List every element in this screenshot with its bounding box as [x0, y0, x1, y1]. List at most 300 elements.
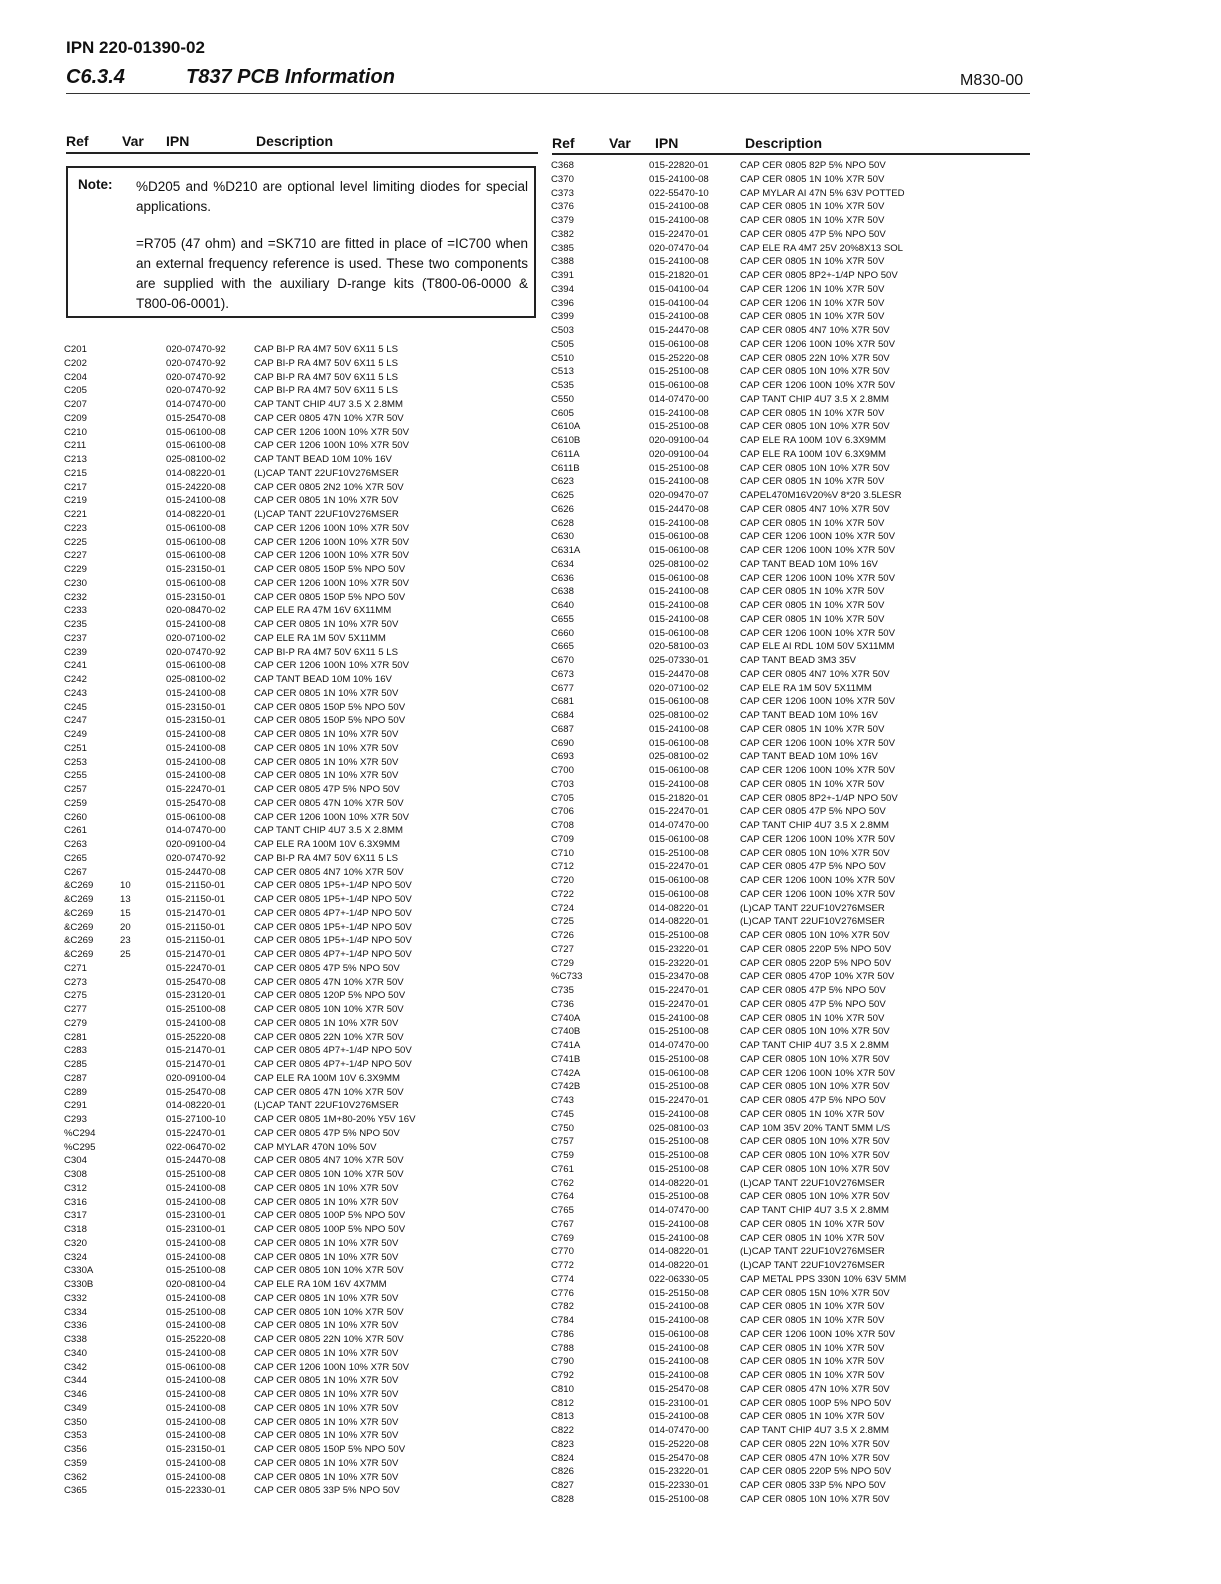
table-row	[64, 1278, 534, 1292]
part-ipn: 015-21470-01	[166, 1059, 226, 1070]
part-ref: C611B	[551, 462, 580, 474]
part-ref: C725	[551, 916, 574, 928]
part-ipn: 015-24100-08	[649, 1370, 709, 1381]
table-row	[551, 1108, 971, 1122]
table-row	[64, 1388, 534, 1402]
table-row	[64, 467, 534, 481]
table-row	[64, 907, 534, 921]
part-ref: C610A	[551, 421, 581, 433]
part-description: CAP BI-P RA 4M7 50V 6X11 5 LS	[254, 646, 398, 658]
part-ref: C260	[64, 811, 87, 823]
part-ipn: 015-22330-01	[166, 1485, 226, 1497]
table-row	[551, 1383, 971, 1397]
table-row	[551, 379, 971, 393]
part-ipn: 015-24470-08	[166, 1155, 226, 1167]
part-ipn: 015-24100-08	[649, 407, 709, 419]
table-row	[551, 627, 971, 641]
part-ipn: 014-07470-00	[649, 820, 709, 831]
table-row	[64, 1361, 534, 1375]
part-description: CAP CER 0805 1N 10% X7R 50V	[740, 1315, 885, 1326]
part-description: CAP CER 1206 100N 10% X7R 50V	[740, 338, 896, 350]
part-description: CAP CER 0805 47P 5% NPO 50V	[740, 228, 886, 240]
part-description: CAP CER 0805 8P2+-1/4P NPO 50V	[740, 270, 898, 281]
part-ipn: 025-08100-02	[166, 454, 226, 465]
part-ref: &C269	[64, 880, 94, 892]
part-ref: C823	[551, 1438, 574, 1450]
table-row	[551, 269, 971, 283]
part-ref: %C733	[551, 971, 583, 983]
part-description: CAP CER 1206 1N 10% X7R 50V	[740, 297, 885, 309]
note-box	[66, 166, 536, 318]
part-ipn: 015-24100-08	[649, 723, 709, 735]
part-description: CAP ELE RA 100M 10V 6.3X9MM	[254, 839, 400, 850]
part-description: CAP TANT CHIP 4U7 3.5 X 2.8MM	[254, 825, 403, 837]
part-description: CAP CER 0805 1N 10% X7R 50V	[254, 1457, 399, 1469]
part-ipn: 015-22330-01	[649, 1480, 709, 1491]
part-description: CAP CER 0805 150P 5% NPO 50V	[254, 564, 406, 575]
table-row	[551, 1300, 971, 1314]
part-ipn: 015-25100-08	[649, 1026, 709, 1038]
part-ipn: 015-24100-08	[649, 476, 709, 488]
page-title: T837 PCB Information	[186, 66, 395, 88]
part-description: CAP CER 0805 150P 5% NPO 50V	[254, 715, 406, 727]
part-description: CAP CER 0805 47P 5% NPO 50V	[254, 1127, 400, 1139]
table-row	[64, 1003, 534, 1017]
table-row	[64, 687, 534, 701]
part-ipn: 020-07100-02	[166, 632, 226, 644]
part-ipn: 015-24100-08	[649, 215, 709, 226]
part-variant: 13	[120, 894, 131, 905]
table-row	[64, 632, 534, 646]
part-variant: 25	[120, 949, 131, 960]
part-description: CAP CER 0805 1N 10% X7R 50V	[740, 215, 885, 226]
part-ref: C388	[551, 256, 574, 268]
part-description: CAP CER 1206 100N 10% X7R 50V	[254, 577, 410, 589]
part-description: CAP CER 0805 47P 5% NPO 50V	[740, 998, 886, 1010]
table-row	[551, 544, 971, 558]
part-description: (L)CAP TANT 22UF10V276MSER	[254, 467, 399, 479]
table-row	[551, 668, 971, 682]
table-row	[551, 805, 971, 819]
part-ref: &C269	[64, 921, 94, 933]
part-description: (L)CAP TANT 22UF10V276MSER	[740, 1177, 885, 1189]
part-ipn: 015-22470-01	[166, 962, 226, 974]
part-description: CAP CER 0805 1N 10% X7R 50V	[740, 600, 885, 611]
part-ref: C277	[64, 1004, 87, 1015]
part-ipn: 015-25100-08	[649, 366, 709, 378]
part-description: CAP CER 0805 1N 10% X7R 50V	[254, 1375, 399, 1387]
col-description-header: Description	[256, 133, 334, 149]
part-ref: C215	[64, 467, 87, 479]
part-ipn: 015-24100-08	[649, 586, 709, 598]
part-description: CAPEL470M16V20%V 8*20 3.5LESR	[740, 490, 902, 501]
part-ref: C824	[551, 1452, 574, 1464]
part-ref: C350	[64, 1416, 87, 1428]
part-ipn: 025-08100-02	[649, 558, 709, 570]
table-row	[64, 893, 534, 907]
part-ref: C391	[551, 270, 574, 281]
part-description: CAP CER 0805 1N 10% X7R 50V	[254, 1471, 399, 1483]
part-description: CAP CER 1206 100N 10% X7R 50V	[254, 536, 410, 548]
note-label: Note:	[78, 177, 113, 192]
part-ref: C828	[551, 1493, 574, 1505]
part-ipn: 015-06100-08	[166, 660, 226, 672]
part-ipn: 015-24100-08	[166, 1292, 226, 1304]
table-row	[551, 503, 971, 517]
table-row	[64, 879, 534, 893]
table-row	[64, 618, 534, 632]
table-row	[551, 1232, 971, 1246]
table-row	[551, 723, 971, 737]
part-ipn: 015-24100-08	[649, 173, 709, 185]
table-row	[551, 338, 971, 352]
table-row	[551, 1190, 971, 1204]
part-description: CAP CER 0805 47N 10% X7R 50V	[254, 412, 404, 424]
part-ref: C687	[551, 723, 574, 735]
part-ipn: 015-22470-01	[649, 985, 709, 996]
part-ref: C827	[551, 1480, 574, 1491]
part-ipn: 015-25470-08	[649, 1452, 709, 1464]
part-description: CAP CER 0805 1N 10% X7R 50V	[740, 311, 885, 323]
table-row	[551, 475, 971, 489]
part-ipn: 014-08220-01	[649, 902, 709, 914]
part-ref: C625	[551, 490, 574, 501]
part-ref: C346	[64, 1389, 87, 1400]
part-ipn: 015-25100-08	[649, 1191, 709, 1203]
part-ipn: 014-07470-00	[649, 1040, 709, 1051]
part-ipn: 020-07470-92	[166, 371, 226, 383]
table-row	[64, 1141, 534, 1155]
header-rule	[66, 93, 1030, 94]
part-ipn: 015-24100-08	[649, 1232, 709, 1244]
part-ipn: 015-23220-01	[649, 957, 709, 969]
part-description: CAP TANT BEAD 3M3 35V	[740, 655, 857, 666]
part-description: CAP CER 0805 1N 10% X7R 50V	[740, 1411, 885, 1423]
part-description: CAP CER 1206 100N 10% X7R 50V	[254, 426, 410, 438]
part-description: CAP CER 0805 1N 10% X7R 50V	[740, 1370, 885, 1381]
table-row	[64, 962, 534, 976]
part-description: CAP CER 0805 47P 5% NPO 50V	[254, 784, 400, 795]
table-row	[551, 902, 971, 916]
part-variant: 10	[120, 880, 131, 892]
part-ipn: 015-25100-08	[649, 1163, 709, 1175]
part-description: CAP CER 0805 47P 5% NPO 50V	[740, 806, 886, 818]
part-ipn: 015-06100-08	[649, 380, 709, 391]
part-description: CAP CER 0805 1N 10% X7R 50V	[254, 1182, 399, 1194]
table-row	[64, 604, 534, 618]
table-row	[551, 709, 971, 723]
table-row	[551, 847, 971, 861]
part-ref: C267	[64, 866, 87, 878]
part-ref: C338	[64, 1334, 87, 1345]
part-ipn: 015-24100-08	[166, 1471, 226, 1483]
table-row	[64, 563, 534, 577]
part-ref: C720	[551, 875, 574, 886]
table-row	[551, 654, 971, 668]
table-row	[64, 1127, 534, 1141]
part-description: CAP CER 0805 150P 5% NPO 50V	[254, 1444, 406, 1455]
part-description: CAP TANT CHIP 4U7 3.5 X 2.8MM	[740, 820, 889, 831]
part-ipn: 015-24100-08	[166, 1251, 226, 1263]
part-ipn: 025-08100-02	[649, 751, 709, 763]
part-description: CAP CER 0805 1P5+-1/4P NPO 50V	[254, 894, 412, 905]
part-description: CAP CER 0805 1N 10% X7R 50V	[740, 517, 885, 529]
part-description: CAP CER 0805 33P 5% NPO 50V	[254, 1485, 400, 1497]
col-var-header: Var	[122, 133, 144, 149]
part-ipn: 015-25150-08	[649, 1287, 709, 1299]
col-ref-header: Ref	[552, 135, 575, 151]
part-ref: C786	[551, 1328, 574, 1340]
part-ref: C205	[64, 385, 87, 397]
table-row	[64, 1113, 534, 1127]
part-description: CAP CER 1206 100N 10% X7R 50V	[254, 522, 410, 534]
part-ref: C770	[551, 1246, 574, 1258]
part-description: CAP ELE RA 100M 10V 6.3X9MM	[740, 448, 886, 460]
table-row	[64, 659, 534, 673]
part-ref: C740A	[551, 1012, 581, 1024]
table-row	[64, 769, 534, 783]
part-description: CAP CER 0805 1P5+-1/4P NPO 50V	[254, 880, 412, 892]
part-ipn: 015-24100-08	[166, 1402, 226, 1414]
part-description: CAP TANT BEAD 10M 10% 16V	[740, 751, 878, 763]
part-description: (L)CAP TANT 22UF10V276MSER	[740, 1246, 885, 1258]
table-row	[551, 778, 971, 792]
part-description: CAP CER 0805 1N 10% X7R 50V	[740, 1356, 885, 1368]
part-ipn: 015-25470-08	[649, 1383, 709, 1395]
part-ipn: 015-23100-01	[166, 1224, 226, 1235]
part-ipn: 015-24100-08	[166, 742, 226, 754]
part-ipn: 015-06100-08	[649, 737, 709, 749]
table-row	[64, 1223, 534, 1237]
part-ref: C735	[551, 985, 574, 996]
part-description: CAP CER 0805 47N 10% X7R 50V	[254, 797, 404, 809]
part-description: CAP ELE RA 100M 10V 6.3X9MM	[254, 1072, 400, 1084]
part-ipn: 014-08220-01	[649, 1260, 709, 1271]
table-row	[64, 852, 534, 866]
table-row	[64, 1443, 534, 1457]
table-row	[551, 530, 971, 544]
part-ref: C342	[64, 1361, 87, 1373]
part-ipn: 015-25470-08	[166, 976, 226, 988]
table-row	[551, 1135, 971, 1149]
part-ref: C365	[64, 1485, 87, 1497]
table-row	[64, 536, 534, 550]
part-ipn: 014-07470-00	[649, 1425, 709, 1436]
part-description: CAP CER 1206 100N 10% X7R 50V	[740, 1328, 896, 1340]
col-description-header: Description	[745, 135, 823, 151]
part-ref: C204	[64, 371, 87, 383]
part-ref: C356	[64, 1444, 87, 1455]
table-row	[64, 1196, 534, 1210]
part-ipn: 015-21820-01	[649, 792, 709, 804]
table-row	[64, 783, 534, 797]
table-row	[551, 984, 971, 998]
part-description: CAP BI-P RA 4M7 50V 6X11 5 LS	[254, 357, 398, 369]
table-row	[551, 1259, 971, 1273]
part-ref: C217	[64, 481, 87, 493]
part-ref: C340	[64, 1347, 87, 1359]
part-ipn: 015-25100-08	[166, 1265, 226, 1277]
table-row	[64, 1416, 534, 1430]
part-ipn: 015-23100-01	[649, 1397, 709, 1409]
part-ref: C349	[64, 1402, 87, 1414]
part-ipn: 015-22470-01	[649, 806, 709, 818]
part-ipn: 015-06100-08	[166, 811, 226, 823]
part-description: CAP CER 0805 1N 10% X7R 50V	[740, 173, 885, 185]
table-row	[64, 797, 534, 811]
part-ipn: 015-06100-08	[649, 696, 709, 708]
table-row	[551, 1328, 971, 1342]
part-ref: C709	[551, 833, 574, 845]
part-description: CAP CER 0805 1N 10% X7R 50V	[254, 687, 399, 699]
table-row	[551, 297, 971, 311]
part-ipn: 025-08100-02	[649, 710, 709, 721]
document-code: M830-00	[960, 72, 1024, 89]
part-description: CAP CER 0805 4N7 10% X7R 50V	[740, 503, 890, 515]
part-description: CAP CER 0805 1N 10% X7R 50V	[254, 1251, 399, 1263]
part-ipn: 015-23150-01	[166, 701, 226, 713]
part-ref: C275	[64, 990, 87, 1002]
part-ref: C317	[64, 1210, 87, 1222]
part-ref: C318	[64, 1224, 87, 1235]
part-description: CAP CER 0805 10N 10% X7R 50V	[740, 847, 890, 859]
part-ipn: 015-24100-08	[649, 1108, 709, 1120]
part-ipn: 015-06100-08	[166, 522, 226, 534]
part-ipn: 015-25100-08	[649, 462, 709, 474]
part-ref: C210	[64, 426, 87, 438]
part-ref: C750	[551, 1122, 574, 1134]
part-description: CAP CER 0805 10N 10% X7R 50V	[740, 462, 890, 474]
table-row	[551, 970, 971, 984]
table-row	[64, 343, 534, 357]
part-ipn: 015-25100-08	[166, 1169, 226, 1180]
table-row	[64, 522, 534, 536]
part-ref: C826	[551, 1466, 574, 1478]
table-row	[551, 1438, 971, 1452]
part-ref: C705	[551, 792, 574, 804]
part-ipn: 015-24100-08	[649, 517, 709, 529]
part-ref: C359	[64, 1457, 87, 1469]
part-ipn: 015-24100-08	[166, 729, 226, 740]
part-ipn: 015-21150-01	[166, 880, 226, 892]
part-ipn: 015-23220-01	[649, 943, 709, 955]
part-ipn: 015-24100-08	[649, 1411, 709, 1423]
right-header-rule	[552, 153, 1030, 155]
part-description: CAP CER 0805 1N 10% X7R 50V	[740, 613, 885, 625]
part-description: CAP TANT CHIP 4U7 3.5 X 2.8MM	[740, 393, 889, 405]
part-ref: C631A	[551, 545, 581, 556]
part-ipn: 015-24100-08	[649, 1315, 709, 1326]
part-description: CAP CER 1206 100N 10% X7R 50V	[740, 1067, 896, 1079]
table-row	[64, 1264, 534, 1278]
table-row	[64, 1154, 534, 1168]
table-row	[551, 489, 971, 503]
part-description: CAP CER 0805 47N 10% X7R 50V	[254, 976, 404, 988]
part-ref: C681	[551, 696, 574, 708]
part-ref: C634	[551, 558, 574, 570]
part-ipn: 015-21470-01	[166, 1045, 226, 1057]
part-description: CAP CER 1206 100N 10% X7R 50V	[254, 660, 410, 672]
part-ipn: 015-24100-08	[649, 613, 709, 625]
table-row	[64, 481, 534, 495]
part-variant: 15	[120, 907, 131, 919]
table-row	[551, 1245, 971, 1259]
part-description: CAP TANT BEAD 10M 10% 16V	[740, 710, 878, 721]
table-row	[64, 701, 534, 715]
table-row	[551, 998, 971, 1012]
table-row	[551, 228, 971, 242]
col-ipn-header: IPN	[655, 135, 679, 151]
part-ipn: 015-24470-08	[166, 866, 226, 878]
table-row	[551, 1177, 971, 1191]
part-description: CAP CER 1206 100N 10% X7R 50V	[740, 765, 896, 776]
part-description: CAP CER 0805 1N 10% X7R 50V	[254, 1196, 399, 1208]
part-ref: C790	[551, 1356, 574, 1368]
part-description: CAP CER 0805 22N 10% X7R 50V	[254, 1334, 404, 1345]
part-description: CAP 10M 35V 20% TANT 5MM L/S	[740, 1122, 891, 1134]
part-ipn: 015-22820-01	[649, 160, 709, 171]
part-ref: &C269	[64, 949, 94, 960]
table-row	[64, 412, 534, 426]
part-ipn: 015-24100-08	[166, 1182, 226, 1194]
part-description: (L)CAP TANT 22UF10V276MSER	[740, 902, 885, 914]
part-ipn: 022-55470-10	[649, 187, 709, 199]
part-ipn: 014-08220-01	[166, 467, 226, 479]
part-ref: C373	[551, 187, 574, 199]
part-ref: &C269	[64, 894, 94, 905]
table-row	[64, 1402, 534, 1416]
part-ref: C353	[64, 1430, 87, 1442]
table-row	[64, 1457, 534, 1471]
table-row	[551, 558, 971, 572]
part-ref: C251	[64, 742, 87, 754]
part-ref: C812	[551, 1397, 574, 1409]
part-ref: C792	[551, 1370, 574, 1381]
table-row	[64, 1251, 534, 1265]
part-ref: C283	[64, 1045, 87, 1057]
part-ref: C638	[551, 586, 574, 598]
part-description: CAP CER 0805 10N 10% X7R 50V	[740, 1136, 890, 1148]
part-ipn: 015-25220-08	[649, 1438, 709, 1450]
part-description: CAP CER 0805 10N 10% X7R 50V	[740, 421, 890, 433]
part-description: CAP CER 0805 10N 10% X7R 50V	[740, 1191, 890, 1203]
table-row	[551, 255, 971, 269]
part-description: CAP ELE RA 100M 10V 6.3X9MM	[740, 435, 886, 446]
table-row	[64, 1072, 534, 1086]
part-ref: C396	[551, 297, 574, 309]
part-description: CAP BI-P RA 4M7 50V 6X11 5 LS	[254, 371, 398, 383]
part-description: CAP CER 0805 1N 10% X7R 50V	[254, 495, 399, 507]
part-description: CAP CER 0805 10N 10% X7R 50V	[254, 1169, 404, 1180]
part-description: CAP CER 0805 4P7+-1/4P NPO 50V	[254, 907, 412, 919]
part-ipn: 015-23150-01	[166, 564, 226, 575]
part-description: CAP CER 0805 47P 5% NPO 50V	[740, 985, 886, 996]
part-description: CAP CER 0805 10N 10% X7R 50V	[740, 930, 890, 941]
part-ipn: 015-24100-08	[166, 619, 226, 630]
part-description: CAP CER 0805 1N 10% X7R 50V	[740, 407, 885, 419]
part-ref: C605	[551, 407, 574, 419]
part-description: CAP BI-P RA 4M7 50V 6X11 5 LS	[254, 852, 398, 864]
part-ipn: 020-07470-92	[166, 357, 226, 369]
part-description: CAP CER 0805 1N 10% X7R 50V	[254, 1237, 399, 1249]
part-ref: C761	[551, 1163, 574, 1175]
table-row	[64, 398, 534, 412]
part-description: CAP CER 1206 100N 10% X7R 50V	[740, 833, 896, 845]
table-row	[551, 682, 971, 696]
part-ref: C229	[64, 564, 87, 575]
part-description: CAP CER 0805 10N 10% X7R 50V	[740, 366, 890, 378]
part-description: CAP CER 0805 47P 5% NPO 50V	[254, 962, 400, 974]
